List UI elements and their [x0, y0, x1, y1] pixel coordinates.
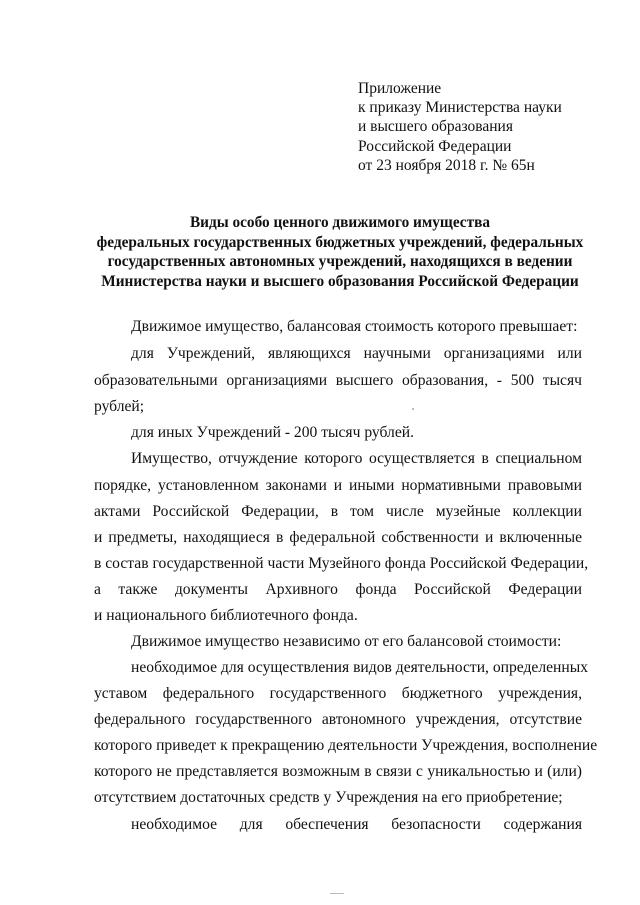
- body-line: в состав государственной части Музейного фонда Российской Федерации,: [94, 555, 589, 572]
- body-line: и предметы, находящиеся в федеральной собственности и включенные: [94, 529, 582, 546]
- appendix-line: от 23 ноября 2018 г. № 65н: [358, 156, 535, 174]
- appendix-line: Приложение: [358, 80, 442, 97]
- body-line: порядке, установленном законами и иными нормативными правовыми: [94, 477, 582, 494]
- body-line: федерального государственного автономного учреждения, отсутствие: [94, 711, 582, 728]
- body-line: Движимое имущество независимо от его балансовой стоимости:: [131, 633, 562, 650]
- appendix-header: [358, 79, 562, 175]
- body-line: и национального библиотечного фонда.: [94, 607, 358, 624]
- body-line: которого не представляется возможным в связи с уникальностью и (или): [94, 763, 582, 780]
- scan-speck: [412, 408, 414, 410]
- body-line: актами Российской Федерации, в том числе музейные коллекции: [94, 503, 582, 520]
- scan-speck: [330, 893, 344, 894]
- document-title: [92, 213, 588, 291]
- body-line: образовательными организациями высшего образования, - 500 тысяч: [94, 372, 582, 389]
- appendix-line: и высшего образования: [358, 118, 513, 136]
- body-line: Движимое имущество, балансовая стоимость которого превышает:: [131, 318, 578, 335]
- body-line: рублей;: [94, 398, 145, 415]
- body-line: уставом федерального государственного бюджетного учреждения,: [94, 685, 582, 702]
- body-line: отсутствием достаточных средств у Учреждения на его приобретение;: [94, 789, 563, 806]
- body-line: а также документы Архивного фонда Российской Федерации: [94, 581, 582, 598]
- title-line: Министерства науки и высшего образования Российской Федерации: [101, 272, 579, 290]
- body-line: для Учреждений, являющихся научными организациями или: [131, 345, 582, 362]
- body-line: необходимое для обеспечения безопасности содержания: [131, 816, 582, 833]
- title-line: государственных автономных учреждений, находящихся в ведении: [107, 253, 573, 271]
- appendix-line: к приказу Министерства науки: [358, 99, 562, 117]
- title-line: федеральных государственных бюджетных учреждений, федеральных: [96, 233, 584, 251]
- appendix-line: Российской Федерации: [358, 137, 512, 155]
- body-line: Имущество, отчуждение которого осуществляется в специальном: [131, 450, 582, 467]
- title-line: Виды особо ценного движимого имущества: [189, 214, 491, 231]
- body-line: необходимое для осуществления видов деятельности, определенных: [131, 659, 589, 676]
- body-line: которого приведет к прекращению деятельности Учреждения, восполнение: [94, 737, 598, 754]
- body-line: для иных Учреждений - 200 тысяч рублей.: [131, 424, 414, 441]
